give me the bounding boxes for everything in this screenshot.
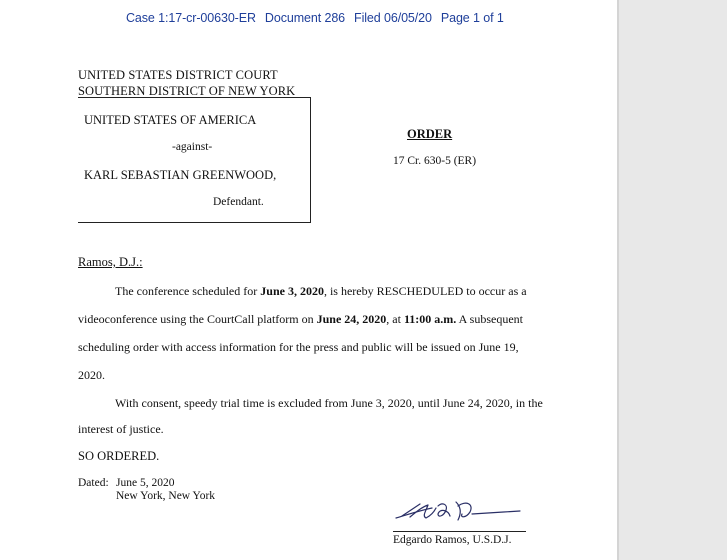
text-run: The conference scheduled for bbox=[115, 284, 261, 298]
filed-date: Filed 06/05/20 bbox=[354, 11, 432, 25]
text-run: , at bbox=[386, 312, 404, 326]
text-run: videoconference using the CourtCall platform on bbox=[78, 312, 317, 326]
court-line-2: SOUTHERN DISTRICT OF NEW YORK bbox=[78, 83, 296, 98]
dated-label: Dated: bbox=[78, 477, 109, 489]
page-edge bbox=[617, 0, 619, 560]
so-ordered: SO ORDERED. bbox=[78, 449, 160, 463]
paragraph-1-line-2 bbox=[78, 312, 523, 327]
signature-name: Edgardo Ramos, U.S.D.J. bbox=[393, 534, 512, 546]
paragraph-1-line-1 bbox=[115, 284, 527, 299]
docket-number: 17 Cr. 630-5 (ER) bbox=[393, 155, 477, 167]
caption-versus: -against- bbox=[172, 141, 213, 153]
dated-date: June 5, 2020 bbox=[116, 477, 175, 489]
order-title: ORDER bbox=[407, 127, 453, 141]
judge-intro: Ramos, D.J.: bbox=[78, 255, 143, 269]
paragraph-1-line-3: scheduling order with access information for the press and public will be issued on June 19, bbox=[78, 340, 519, 354]
conference-time: 11:00 a.m. bbox=[403, 312, 457, 326]
text-run: , is hereby RESCHEDULED to occur as a bbox=[323, 284, 527, 298]
filing-header bbox=[126, 11, 513, 25]
case-number: Case 1:17-cr-00630-ER bbox=[126, 11, 256, 25]
caption-defendant-role: Defendant. bbox=[213, 196, 264, 208]
text-run: A subsequent bbox=[456, 312, 523, 326]
conference-date: June 3, 2020 bbox=[260, 284, 324, 298]
judge-signature bbox=[392, 496, 532, 530]
document-number: Document 286 bbox=[264, 11, 346, 25]
caption-plaintiff: UNITED STATES OF AMERICA bbox=[84, 113, 257, 127]
paragraph-2-line-2: interest of justice. bbox=[78, 422, 164, 436]
new-conference-date: June 24, 2020 bbox=[316, 312, 387, 326]
signature-line bbox=[393, 531, 526, 532]
court-name bbox=[78, 68, 295, 99]
paragraph-2-line-1: With consent, speedy trial time is excluded from June 3, 2020, until June 24, 2020, in the bbox=[115, 396, 543, 410]
paragraph-1-line-4: 2020. bbox=[78, 368, 105, 382]
dated-place: New York, New York bbox=[116, 490, 216, 502]
caption-defendant-name: KARL SEBASTIAN GREENWOOD, bbox=[84, 168, 277, 182]
page-count: Page 1 of 1 bbox=[440, 11, 504, 25]
court-line-1: UNITED STATES DISTRICT COURT bbox=[78, 68, 278, 82]
